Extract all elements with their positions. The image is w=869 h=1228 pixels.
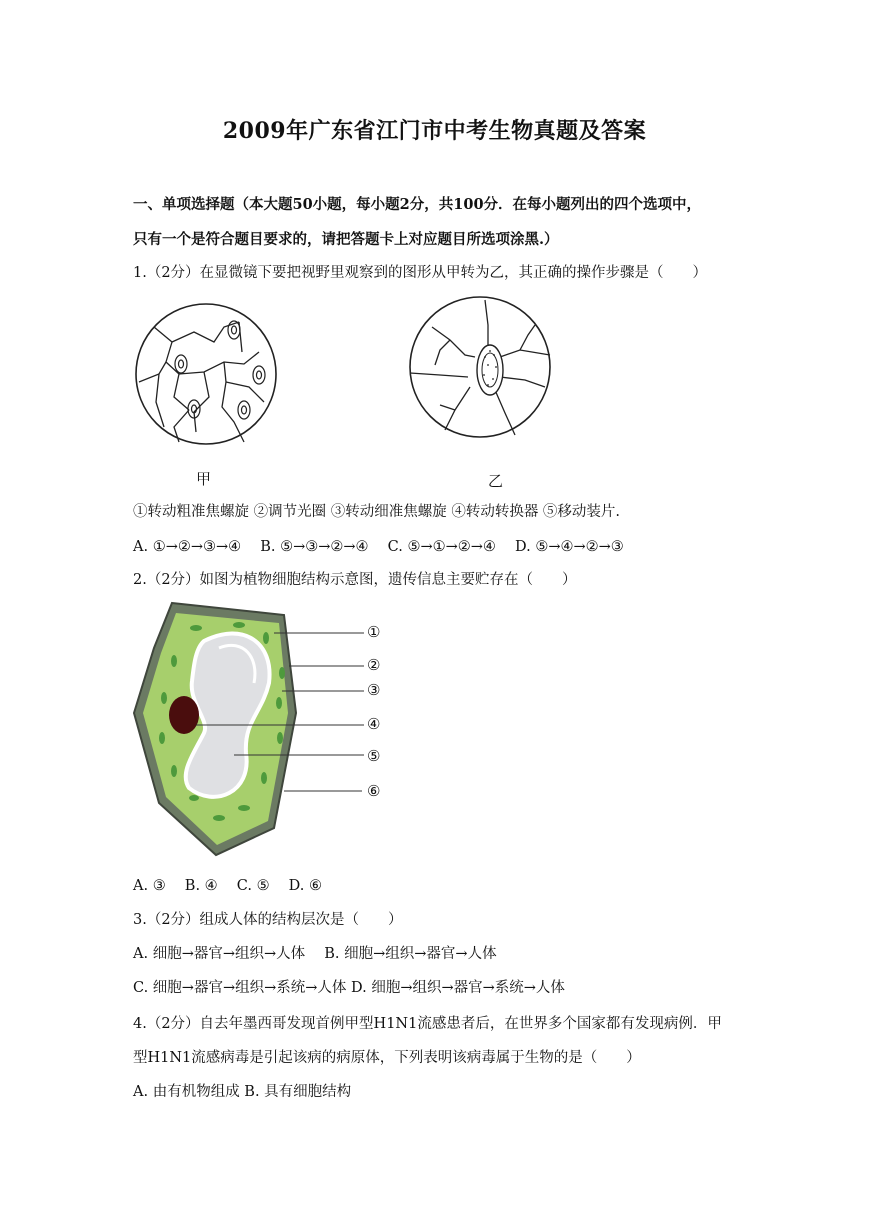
q4-options-ab: A. 由有机物组成 B. 具有细胞结构 [133, 1084, 352, 1100]
q3-options-ab: A. 细胞→器官→组织→人体 B. 细胞→组织→器官→人体 [133, 946, 497, 962]
cell-label-2: ② [367, 656, 381, 674]
q4-stem-line2: 型H1N1流感病毒是引起该病的病原体，下列表明该病毒属于生物的是（ ） [133, 1050, 641, 1066]
figure-yi [410, 295, 560, 445]
q1-stem: 1.（2分）在显微镜下要把视野里观察到的图形从甲转为乙，其正确的操作步骤是（ ） [133, 265, 708, 281]
q2-options: A. ③ B. ④ C. ⑤ D. ⑥ [133, 878, 323, 894]
q1-steps: ①转动粗准焦螺旋 ②调节光圈 ③转动细准焦螺旋 ④转动转换器 ⑤移动装片. [133, 504, 621, 520]
q4-stem-line1: 4.（2分）自去年墨西哥发现首例甲型H1N1流感患者后，在世界多个国家都有发现病例．甲 [133, 1016, 722, 1032]
q2-stem: 2.（2分）如图为植物细胞结构示意图，遗传信息主要贮存在（ ） [133, 572, 577, 588]
cell-label-3: ③ [367, 681, 381, 699]
cell-label-5: ⑤ [367, 747, 381, 765]
q3-options-cd: C. 细胞→器官→组织→系统→人体 D. 细胞→组织→器官→系统→人体 [133, 980, 565, 996]
cell-label-6: ⑥ [367, 782, 381, 800]
cell-label-4: ④ [367, 715, 381, 733]
page-title: 2009年广东省江门市中考生物真题及答案 [222, 118, 647, 144]
figure-jia [134, 302, 284, 452]
figure-yi-label: 乙 [488, 472, 504, 490]
section-heading-line1: 一、单项选择题（本大题50小题，每小题2分，共100分．在每小题列出的四个选项中， [133, 196, 702, 213]
cell-label-1: ① [367, 623, 381, 641]
figure-jia-label: 甲 [196, 470, 212, 488]
q1-options: A. ①→②→③→④ B. ⑤→③→②→④ C. ⑤→①→②→④ D. ⑤→④→②→③ [133, 539, 624, 555]
plant-cell-diagram [134, 603, 384, 858]
section-heading-line2: 只有一个是符合题目要求的，请把答题卡上对应题目所选项涂黑.） [133, 231, 559, 248]
q3-stem: 3.（2分）组成人体的结构层次是（ ） [133, 912, 403, 928]
